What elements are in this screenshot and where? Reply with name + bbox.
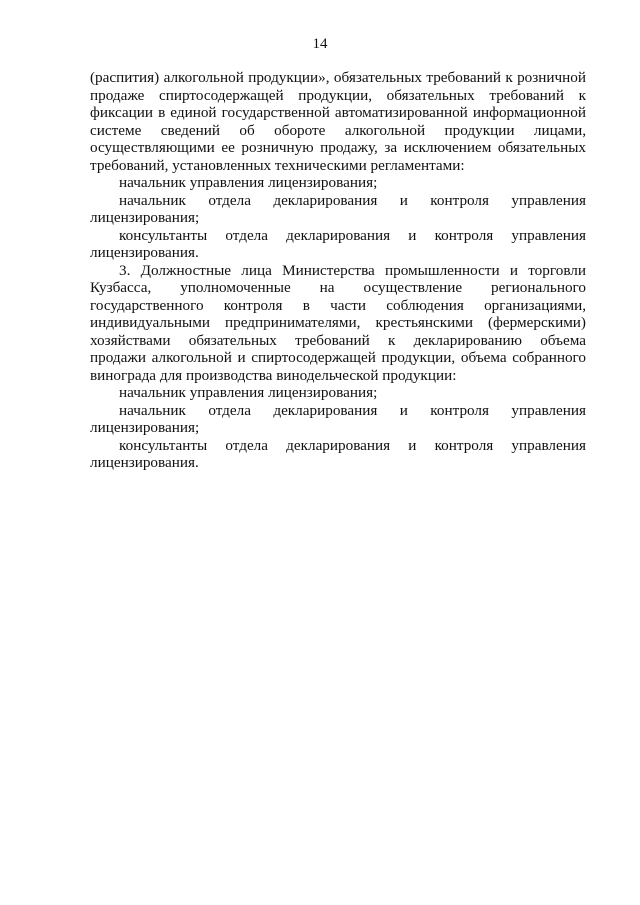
text-line: продаже спиртосодержащей продукции, обязательных требований к: [90, 86, 586, 104]
text-line: хозяйствами обязательных требований к декларированию объема: [90, 331, 586, 349]
text-line: системе сведений об обороте алкогольной продукции лицами,: [90, 121, 586, 139]
text-line: начальник управления лицензирования;: [119, 384, 378, 401]
text-line: консультанты отдела декларирования и контроля управления: [119, 226, 586, 244]
text-line: лицензирования.: [90, 244, 199, 261]
text-line: винограда для производства винодельческой продукции:: [90, 366, 457, 384]
text-line: продажи алкогольной и спиртосодержащей продукции, объема собранного: [90, 349, 586, 366]
page-number: 14: [312, 36, 328, 52]
text-line: осуществляющими ее розничную продажу, за исключением обязательных: [90, 139, 586, 156]
text-line: лицензирования.: [90, 454, 199, 471]
text-line: фиксации в единой государственной автоматизированной информационной: [90, 104, 586, 121]
text-line: консультанты отдела декларирования и контроля управления: [119, 436, 586, 454]
text-line: (распития) алкогольной продукции», обязательных требований к розничной: [90, 69, 586, 86]
text-line: Кузбасса, уполномоченные на осуществление регионального: [90, 279, 586, 296]
text-line: начальник отдела декларирования и контроля управления: [119, 191, 586, 209]
text-line: начальник отдела декларирования и контроля управления: [119, 401, 586, 419]
text-line: 3. Должностные лица Министерства промышленности и торговли: [119, 261, 586, 279]
text-line: лицензирования;: [90, 209, 200, 226]
text-line: лицензирования;: [90, 419, 200, 436]
text-line: начальник управления лицензирования;: [119, 174, 378, 191]
text-line: индивидуальными предпринимателями, крестьянскими (фермерскими): [90, 314, 586, 331]
text-line: требований, установленных техническими регламентами:: [90, 156, 465, 174]
document-body: [90, 69, 586, 472]
text-line: государственного контроля в части соблюдения организациями,: [90, 296, 586, 314]
